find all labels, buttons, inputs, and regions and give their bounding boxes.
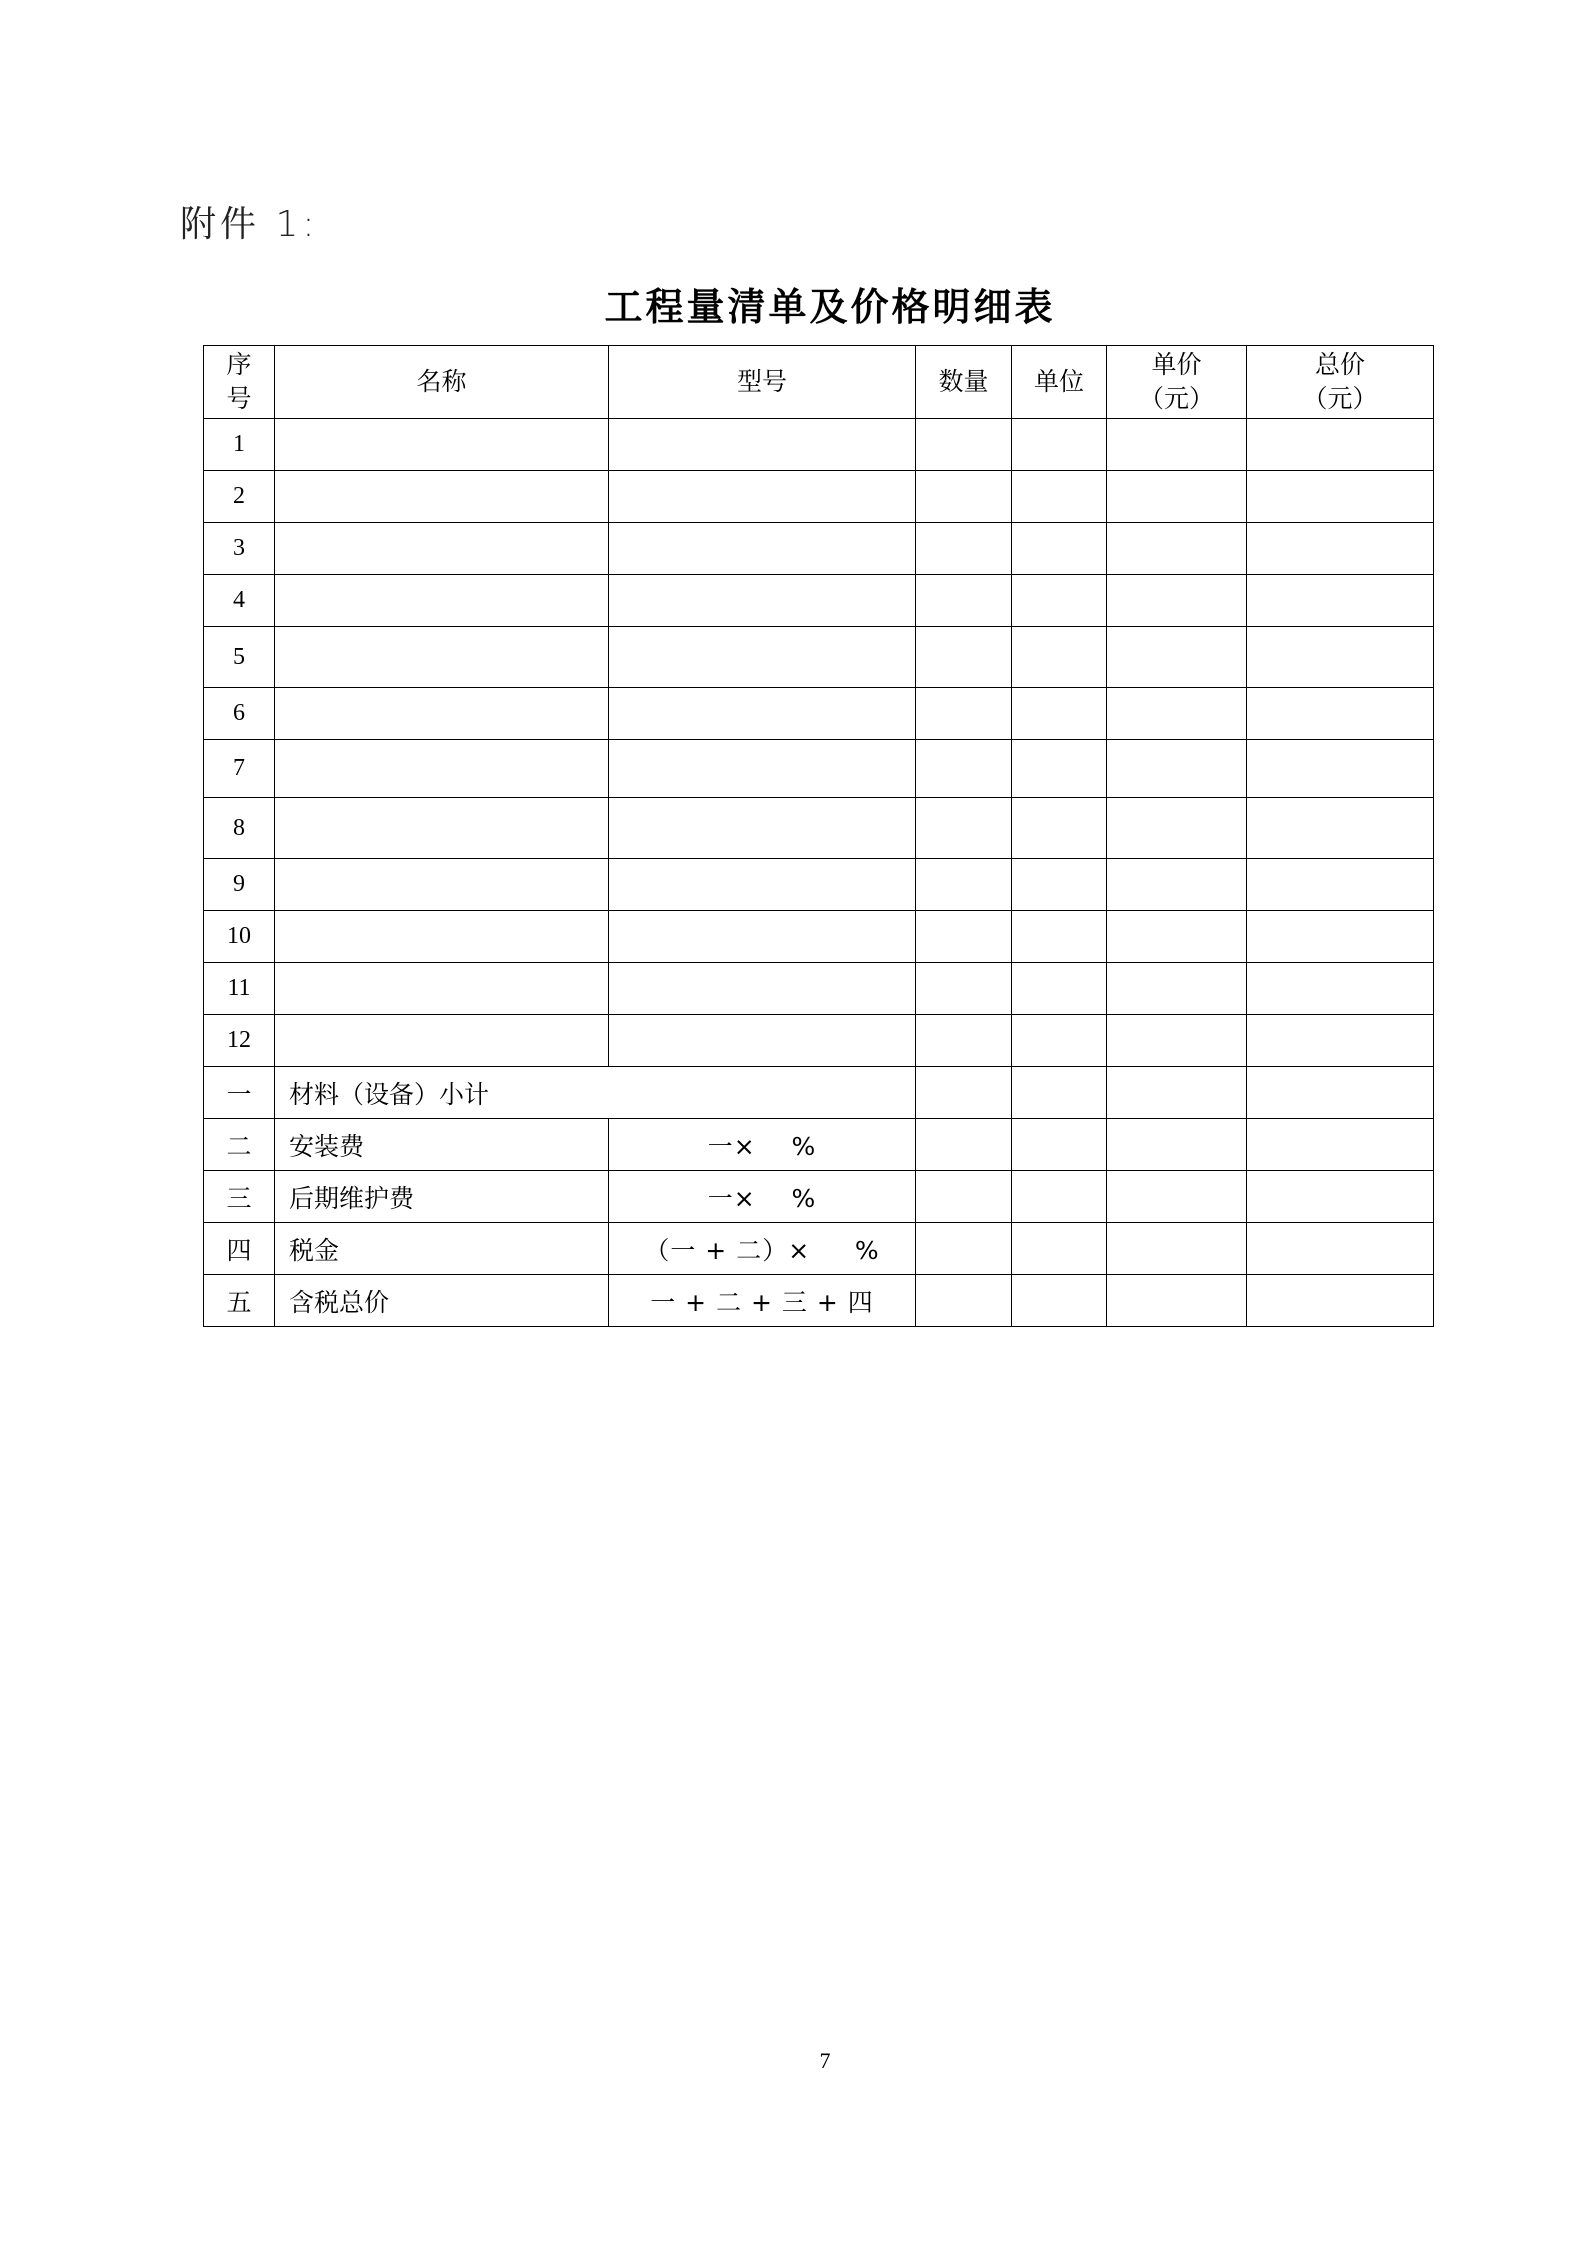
header-name: 名称 [275,346,609,419]
table-row [204,911,1434,963]
summary-total-price-cell [1247,1067,1434,1119]
summary-unit-price-cell [1107,1119,1247,1171]
header-total-price: 总价 （元） [1247,346,1434,419]
row-seq: 1 [204,419,275,471]
summary-seq: 五 [204,1275,275,1327]
row-total-price-cell [1247,575,1434,627]
summary-row [204,1223,1434,1275]
summary-unit-price-cell [1107,1067,1247,1119]
row-unit-cell [1012,688,1107,740]
page-number: 7 [819,2048,831,2073]
table-row [204,798,1434,859]
table-header-row [204,346,1434,419]
row-total-price-cell [1247,523,1434,575]
row-unit-price-cell [1107,798,1247,859]
row-seq: 4 [204,575,275,627]
row-total-price-cell [1247,798,1434,859]
summary-seq: 二 [204,1119,275,1171]
summary-quantity-cell [916,1275,1012,1327]
row-quantity-cell [916,471,1012,523]
row-total-price-cell [1247,963,1434,1015]
row-unit-price-cell [1107,688,1247,740]
row-name-cell [275,798,609,859]
row-unit-cell [1012,419,1107,471]
summary-total-price-cell [1247,1275,1434,1327]
table-row [204,963,1434,1015]
row-unit-cell [1012,1015,1107,1067]
table-row [204,627,1434,688]
table-row [204,859,1434,911]
row-name-cell [275,1015,609,1067]
table-row [204,471,1434,523]
row-seq: 12 [204,1015,275,1067]
row-quantity-cell [916,963,1012,1015]
row-seq: 8 [204,798,275,859]
summary-unit-cell [1012,1067,1107,1119]
row-model-cell [609,688,916,740]
summary-total-price-cell [1247,1119,1434,1171]
row-model-cell [609,798,916,859]
row-quantity-cell [916,523,1012,575]
row-model-cell [609,523,916,575]
price-detail-table [203,345,1434,1327]
summary-name: 含税总价 [275,1275,609,1327]
row-seq: 5 [204,627,275,688]
row-unit-price-cell [1107,575,1247,627]
row-quantity-cell [916,911,1012,963]
row-total-price-cell [1247,1015,1434,1067]
summary-seq: 一 [204,1067,275,1119]
row-total-price-cell [1247,688,1434,740]
table-row [204,740,1434,798]
summary-formula: 一× % [609,1171,916,1223]
header-quantity: 数量 [916,346,1012,419]
row-model-cell [609,963,916,1015]
summary-unit-cell [1012,1171,1107,1223]
row-unit-price-cell [1107,740,1247,798]
summary-unit-price-cell [1107,1171,1247,1223]
row-model-cell [609,575,916,627]
summary-formula: （一 + 二）× % [609,1223,916,1275]
row-name-cell [275,419,609,471]
table-row [204,419,1434,471]
row-quantity-cell [916,859,1012,911]
row-unit-cell [1012,575,1107,627]
summary-row [204,1171,1434,1223]
summary-name: 安装费 [275,1119,609,1171]
row-model-cell [609,419,916,471]
summary-quantity-cell [916,1067,1012,1119]
row-seq: 7 [204,740,275,798]
summary-quantity-cell [916,1119,1012,1171]
summary-unit-cell [1012,1119,1107,1171]
row-quantity-cell [916,1015,1012,1067]
table-row [204,575,1434,627]
summary-row [204,1067,1434,1119]
row-total-price-cell [1247,627,1434,688]
summary-quantity-cell [916,1223,1012,1275]
row-unit-cell [1012,471,1107,523]
summary-name: 材料（设备）小计 [275,1067,916,1119]
document-title: 工程量清单及价格明细表 [604,285,1056,329]
table-row [204,688,1434,740]
row-model-cell [609,740,916,798]
summary-unit-price-cell [1107,1275,1247,1327]
summary-name: 后期维护费 [275,1171,609,1223]
row-name-cell [275,523,609,575]
row-seq: 3 [204,523,275,575]
row-unit-price-cell [1107,471,1247,523]
row-quantity-cell [916,419,1012,471]
header-unit: 单位 [1012,346,1107,419]
table-row [204,1015,1434,1067]
table-row [204,523,1434,575]
row-unit-price-cell [1107,419,1247,471]
row-quantity-cell [916,798,1012,859]
row-model-cell [609,627,916,688]
summary-unit-cell [1012,1223,1107,1275]
row-name-cell [275,740,609,798]
row-unit-price-cell [1107,627,1247,688]
row-unit-cell [1012,740,1107,798]
summary-total-price-cell [1247,1171,1434,1223]
row-name-cell [275,911,609,963]
row-total-price-cell [1247,471,1434,523]
summary-quantity-cell [916,1171,1012,1223]
row-seq: 6 [204,688,275,740]
attachment-label: 附件 1: [180,204,319,245]
row-quantity-cell [916,575,1012,627]
row-unit-cell [1012,911,1107,963]
row-total-price-cell [1247,859,1434,911]
row-unit-price-cell [1107,523,1247,575]
row-unit-price-cell [1107,859,1247,911]
summary-unit-cell [1012,1275,1107,1327]
row-name-cell [275,859,609,911]
row-quantity-cell [916,740,1012,798]
row-unit-cell [1012,859,1107,911]
summary-formula: 一× % [609,1119,916,1171]
row-model-cell [609,859,916,911]
header-seq: 序 号 [204,346,275,419]
table-body [204,419,1434,1327]
row-seq: 9 [204,859,275,911]
row-unit-cell [1012,798,1107,859]
row-quantity-cell [916,688,1012,740]
row-unit-cell [1012,963,1107,1015]
summary-seq: 三 [204,1171,275,1223]
row-total-price-cell [1247,740,1434,798]
row-name-cell [275,471,609,523]
row-quantity-cell [916,627,1012,688]
summary-formula: 一 + 二 + 三 + 四 [609,1275,916,1327]
summary-unit-price-cell [1107,1223,1247,1275]
row-name-cell [275,575,609,627]
row-name-cell [275,627,609,688]
row-model-cell [609,1015,916,1067]
row-unit-cell [1012,523,1107,575]
row-total-price-cell [1247,911,1434,963]
summary-total-price-cell [1247,1223,1434,1275]
summary-row [204,1275,1434,1327]
row-name-cell [275,688,609,740]
row-unit-price-cell [1107,911,1247,963]
row-seq: 10 [204,911,275,963]
row-total-price-cell [1247,419,1434,471]
summary-seq: 四 [204,1223,275,1275]
row-seq: 2 [204,471,275,523]
row-name-cell [275,963,609,1015]
row-seq: 11 [204,963,275,1015]
header-unit-price: 单价 （元） [1107,346,1247,419]
row-model-cell [609,911,916,963]
row-unit-price-cell [1107,963,1247,1015]
summary-name: 税金 [275,1223,609,1275]
summary-row [204,1119,1434,1171]
header-model: 型号 [609,346,916,419]
row-model-cell [609,471,916,523]
row-unit-cell [1012,627,1107,688]
row-unit-price-cell [1107,1015,1247,1067]
